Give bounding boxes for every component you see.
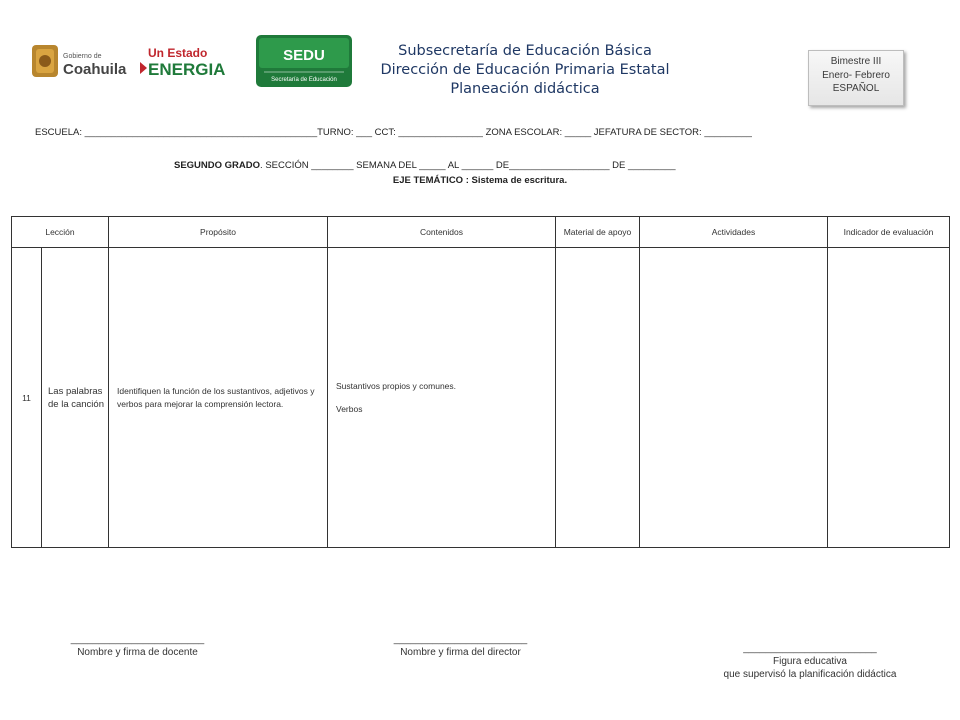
title-line-1: Subsecretaría de Educación Básica: [398, 43, 652, 59]
un-estado-con-energia-logo: [138, 42, 238, 82]
lesson-name: Las palabras de la canción: [42, 248, 109, 548]
header-material: Material de apoyo: [556, 217, 640, 248]
content-item-2: Verbos: [336, 403, 363, 414]
planning-table: [11, 216, 950, 548]
sedu-logo: [256, 35, 352, 87]
table-row: [12, 248, 950, 548]
table-header-row: [12, 217, 950, 248]
activities-cell: [640, 248, 828, 548]
header-contenidos: Contenidos: [328, 217, 556, 248]
sedu-title: SEDU: [283, 47, 325, 64]
thematic-axis: EJE TEMÁTICO : Sistema de escritura.: [392, 175, 568, 186]
school-info-line: ESCUELA: ____________________________________________TURNO: ___ CCT: ________________ ZONA ESCOLAR: _____ JEFATURA DE SECTOR: _________: [35, 127, 752, 138]
title-line-3: Planeación didáctica: [450, 81, 600, 97]
content-item-1: Sustantivos propios y comunes.: [336, 381, 457, 391]
director-signature: [373, 633, 548, 659]
material-cell: [556, 248, 640, 548]
document-title-block: [360, 42, 690, 99]
grade-section-line: [174, 160, 676, 171]
purpose-cell: Identifiquen la función de los sustantivos, adjetivos y verbos para mejorar la comprensión lectora.: [109, 248, 328, 548]
estado-line2: ENERGIA: [148, 60, 226, 79]
header-indicador: Indicador de evaluación: [828, 217, 950, 248]
teacher-signature: [50, 633, 225, 659]
lesson-number: 11: [12, 248, 42, 548]
header-leccion: Lección: [12, 217, 109, 248]
header-proposito: Propósito: [109, 217, 328, 248]
teacher-signature-label: Nombre y firma de docente: [77, 647, 198, 658]
bimestre-line-3: ESPAÑOL: [832, 83, 880, 94]
director-signature-label: Nombre y firma del director: [400, 647, 521, 658]
grade-label: SEGUNDO GRADO: [174, 160, 261, 171]
supervisor-signature-label-2: que supervisó la planificación didáctica: [723, 669, 897, 680]
coahuila-line1: Gobierno de: [63, 53, 102, 60]
supervisor-signature-line: ________________________: [743, 643, 877, 654]
gobierno-coahuila-logo: [30, 42, 130, 82]
bimestre-line-2: Enero- Febrero: [822, 69, 890, 81]
supervisor-signature-label-1: Figura educativa: [773, 656, 847, 667]
bimestre-box: [808, 50, 904, 106]
contents-cell: [328, 248, 556, 548]
coahuila-line2: Coahuila: [63, 61, 127, 78]
estado-line1: Un Estado: [148, 46, 208, 60]
teacher-signature-line: ________________________: [70, 634, 205, 645]
title-line-2: Dirección de Educación Primaria Estatal: [380, 62, 670, 78]
indicator-cell: [828, 248, 950, 548]
sedu-subtitle: Secretaría de Educación: [271, 77, 337, 83]
director-signature-line: ________________________: [393, 634, 528, 645]
section-week-fields: . SECCIÓN ________ SEMANA DEL _____ AL ______ DE___________________ DE _________: [260, 160, 676, 171]
supervisor-signature: [700, 642, 920, 681]
bimestre-line-1: Bimestre III: [830, 56, 882, 67]
header-actividades: Actividades: [640, 217, 828, 248]
